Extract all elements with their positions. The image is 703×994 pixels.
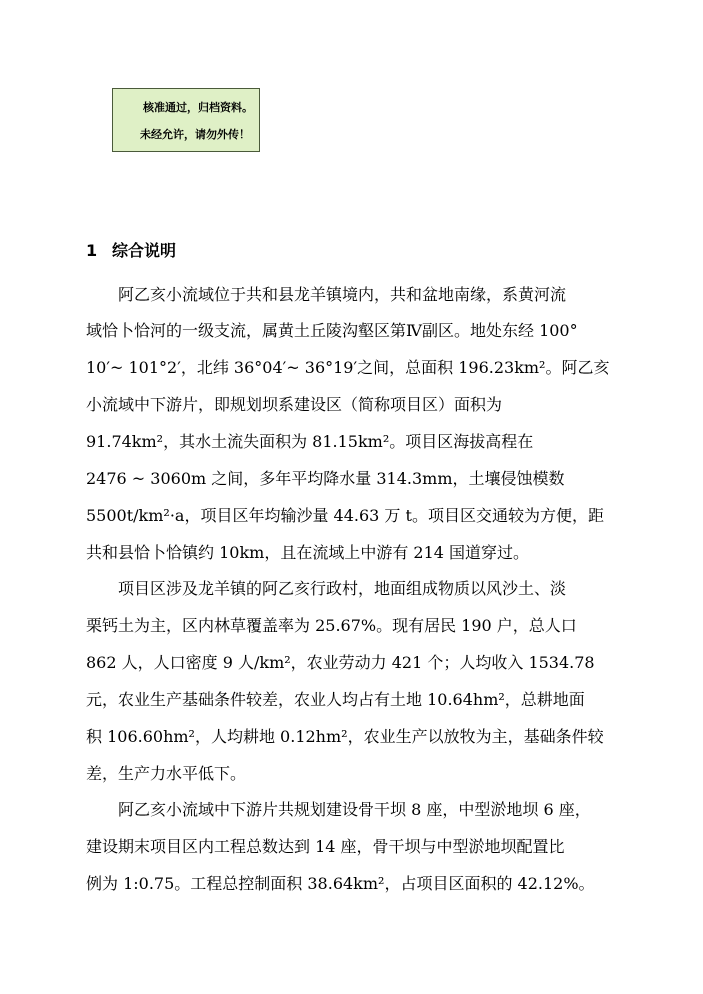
paragraph-line: 91.74km²，其水土流失面积为 81.15km²。项目区海拔高程在 <box>86 432 534 451</box>
paragraph-line: 10′~ 101°2′，北纬 36°04′~ 36°19′之间，总面积 196.23km²。阿乙亥 <box>86 358 610 377</box>
paragraph-line: 栗钙土为主，区内林草覆盖率为 25.67%。现有居民 190 户，总人口 <box>86 616 577 635</box>
paragraph-line: 阿乙亥小流域中下游片共规划建设骨干坝 8 座，中型淤地坝 6 座， <box>118 800 591 819</box>
section-number: 1 <box>86 241 98 260</box>
paragraph-line: 元，农业生产基础条件较差，农业人均占有土地 10.64hm²，总耕地面 <box>86 690 585 709</box>
paragraph-line: 小流域中下游片，即规划坝系建设区（简称项目区）面积为 <box>86 395 503 414</box>
stamp-line-1: 核准通过，归档资料。 <box>143 101 253 114</box>
stamp-line-2: 未经允许，请勿外传！ <box>140 128 250 141</box>
paragraph-line: 阿乙亥小流域位于共和县龙羊镇境内，共和盆地南缘，系黄河流 <box>118 285 567 304</box>
paragraph-line: 共和县恰卜恰镇约 10km，且在流域上中游有 214 国道穿过。 <box>86 543 530 562</box>
approval-stamp <box>112 88 260 152</box>
paragraph-line: 862 人，人口密度 9 人/km²，农业劳动力 421 个；人均收入 1534.78 <box>86 653 595 672</box>
paragraph-line: 2476 ~ 3060m 之间，多年平均降水量 314.3mm，土壤侵蚀模数 <box>86 469 565 488</box>
paragraph-line: 积 106.60hm²，人均耕地 0.12hm²，农业生产以放牧为主，基础条件较 <box>86 727 604 746</box>
section-heading <box>86 238 176 261</box>
paragraph-line: 差，生产力水平低下。 <box>86 764 247 783</box>
paragraph-line: 例为 1:0.75。工程总控制面积 38.64km²，占项目区面积的 42.12%。 <box>86 874 595 893</box>
section-title: 综合说明 <box>112 241 177 260</box>
paragraph-line: 5500t/km²·a，项目区年均输沙量 44.63 万 t。项目区交通较为方便，距 <box>86 506 604 525</box>
paragraph-line: 项目区涉及龙羊镇的阿乙亥行政村，地面组成物质以风沙土、淡 <box>118 579 567 598</box>
paragraph-line: 建设期末项目区内工程总数达到 14 座，骨干坝与中型淤地坝配置比 <box>86 837 565 856</box>
paragraph-line: 域恰卜恰河的一级支流，属黄土丘陵沟壑区第Ⅳ副区。地处东经 100° <box>86 321 578 340</box>
